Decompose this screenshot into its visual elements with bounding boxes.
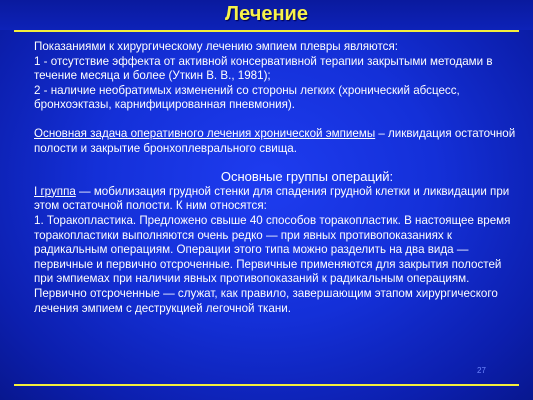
main-task-text: – ликвидация остаточной полости и закрытие бронхоплеврального свища. xyxy=(34,126,516,155)
slide-title: Лечение xyxy=(225,3,308,25)
footer-divider xyxy=(14,384,519,386)
slide-content xyxy=(22,40,522,316)
indications-intro: Показаниями к хирургическому лечению эмпием плевры являются: xyxy=(34,40,398,53)
spacer xyxy=(22,113,522,127)
indication-item-2: 2 - наличие необратимых изменений со стороны легких (хронический абсцесс, бронхоэктазы, карнифицированная пневмония). xyxy=(34,83,460,112)
thoracoplasty-paragraph: 1. Торакопластика. Предложено свыше 40 способов торакопластик. В настоящее время торакопластики выполняются очень редко — при явных противопоказаниях к радикальным операциям. Операции этого типа можно разделить на два вида — первичные и первично отсроченные. Первичные применяются для закрытия полостей при эмпиемах при наличии явных противопоказаний к радикальным операциям. Первично отсроченные — служат, как правило, завершающим этапом хирургического лечения эмпием с деструкцией легочной ткани. xyxy=(34,213,511,315)
page-number: 27 xyxy=(477,366,486,375)
indication-item-1: 1 - отсутствие эффекта от активной консервативной терапии закрытыми методами в течение месяца и более (Уткин В. В., 1981); xyxy=(34,54,493,83)
group-1-paragraph xyxy=(22,185,522,214)
main-task-label: Основная задача оперативного лечения хронической эмпиемы xyxy=(34,126,376,140)
group-1-text: — мобилизация грудной стенки для спадения грудной клетки и ликвидации при этом остаточной полости. К ним относятся: xyxy=(34,184,510,213)
spacer xyxy=(22,156,522,170)
title-divider xyxy=(14,30,519,32)
main-task-paragraph xyxy=(22,127,522,156)
operation-groups-heading: Основные группы операций: xyxy=(220,169,394,185)
group-1-label: I группа xyxy=(34,184,76,198)
